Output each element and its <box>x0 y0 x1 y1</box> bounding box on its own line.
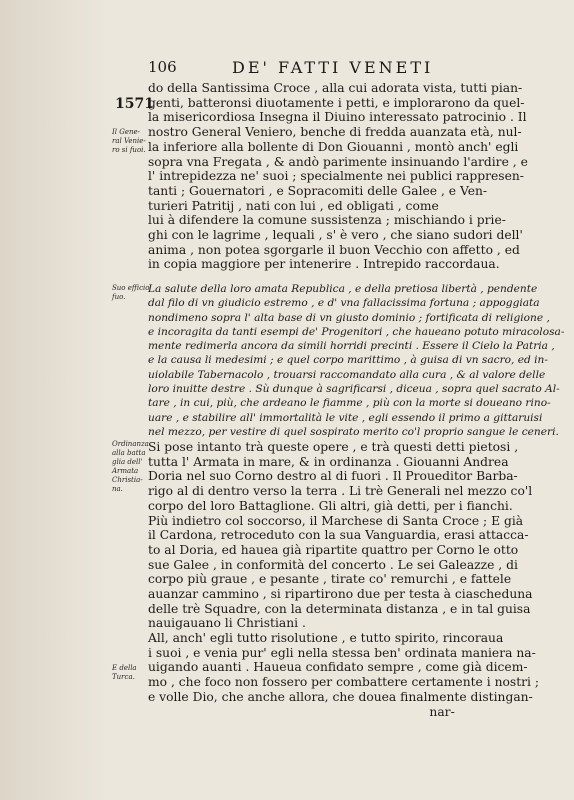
italic-speech-paragraph: La salute della loro amata Republica , e della pretiosa libertà , pendente dal filo di vn giudicio estremo , e d' vna fallacissima fortuna ; appoggiata nondimeno sopra l' alta base di vn giusto dominio ; fortificata di religione , e incoragita da tanti esempi de' Progenitori , che haueano potuto miracolosa- mente redimerla ancora da simili horridi precinti . Essere il Cielo la Patria , e la causa li medesimi ; e quel corpo marittimo , à guisa di vn sacro, ed in- uiolabile Tabernacolo , trouarsi raccomandato alla cura , & al valore delle loro inuitte destre . Sù dunque à sagrificarsi , diceua , sopra quel sacrato Al- tare , in cui, più, che ardeano le fiamme , più con la morte si doueano rino- uare , e stabilire all' immortalità le vite , egli essendo il primo a gittaruisi nel mezzo, per vestire di quel sospirato merito co'l proprio sangue le ceneri. <box>148 283 565 438</box>
paragraph: All, anch' egli tutto risolutione , e tutto spirito, rincoraua i suoi , e venia pur' egli nella stessa ben' ordinata maniera na- uigando auanti . Haueua confidato sempre , come già dicem- mo , che foco non fossero per combattere certamente i nostri ; e volle Dio, che anche allora, che douea finalmente distingan- nar- <box>148 631 540 719</box>
paragraph: do della Santissima Croce , alla cui adorata vista, tutti pian- genti, batteronsi diuotamente i petti, e implorarono da quel- la misericordiosa Insegna il Diuino interessato patrocinio . Il nostro General Veniero, benche di fredda auanzata età, nul- la inferiore alla bollente di Don Giouanni , montò anch' egli sopra vna Fregata , & andò parimente insinuando l'ardire , e l' intrepidezza ne' suoi ; specialmente nei publici rappresen- tanti ; Gouernatori , e Sopracomiti delle Galee , e Ven- turieri Patritij , nati con lui , ed obligati , come lui à difendere la comune sussistenza ; mischiando i prie- ghi con le lagrime , lequali , s' è vero , che siano sudori dell' anima , non potea sgorgarle il buon Vecchio con affetto , ed in copia maggiore per intenerire . Intrepido raccordaua. <box>148 81 528 272</box>
page-header <box>148 58 534 80</box>
page-shadow <box>0 0 110 800</box>
margin-note: Suo efficio fuo. <box>112 284 150 301</box>
margin-year: 1571 <box>115 96 154 112</box>
margin-note: Il Gene- ral Venie- ro si fuoi. <box>112 128 146 154</box>
paragraph: Si pose intanto trà queste opere , e trà questi detti pietosi , tutta l' Armata in mare, & in ordinanza . Giouanni Andrea Doria nel suo Corno destro al di fuori . Il Proueditor Barba- rigo al di dentro verso la terra . Li trè Generali nel mezzo co'l corpo del loro Battaglione. Gli altri, già detti, per i fianchi. Più indietro col soccorso, il Marchese di Santa Croce ; E già il Cardona, retroceduto con la sua Vanguardia, erasi attacca- to al Doria, ed hauea già ripartite quattro per Corno le otto sue Galee , in conformità del concerto . Le sei Galeazze , di corpo più graue , e pesante , tirate co' remurchi , e fattele auanzar cammino , si ripartirono due per testa à ciascheduna delle trè Squadre, con la determinata distanza , e in tal guisa nauigauano li Christiani . <box>148 440 533 631</box>
page-number: 106 <box>148 58 177 76</box>
running-head: DE' FATTI VENETI <box>232 58 434 77</box>
margin-note: E della Turca. <box>112 664 137 681</box>
margin-note: Ordinanza alla batta glia dell' Armata Christia- na. <box>112 440 149 493</box>
